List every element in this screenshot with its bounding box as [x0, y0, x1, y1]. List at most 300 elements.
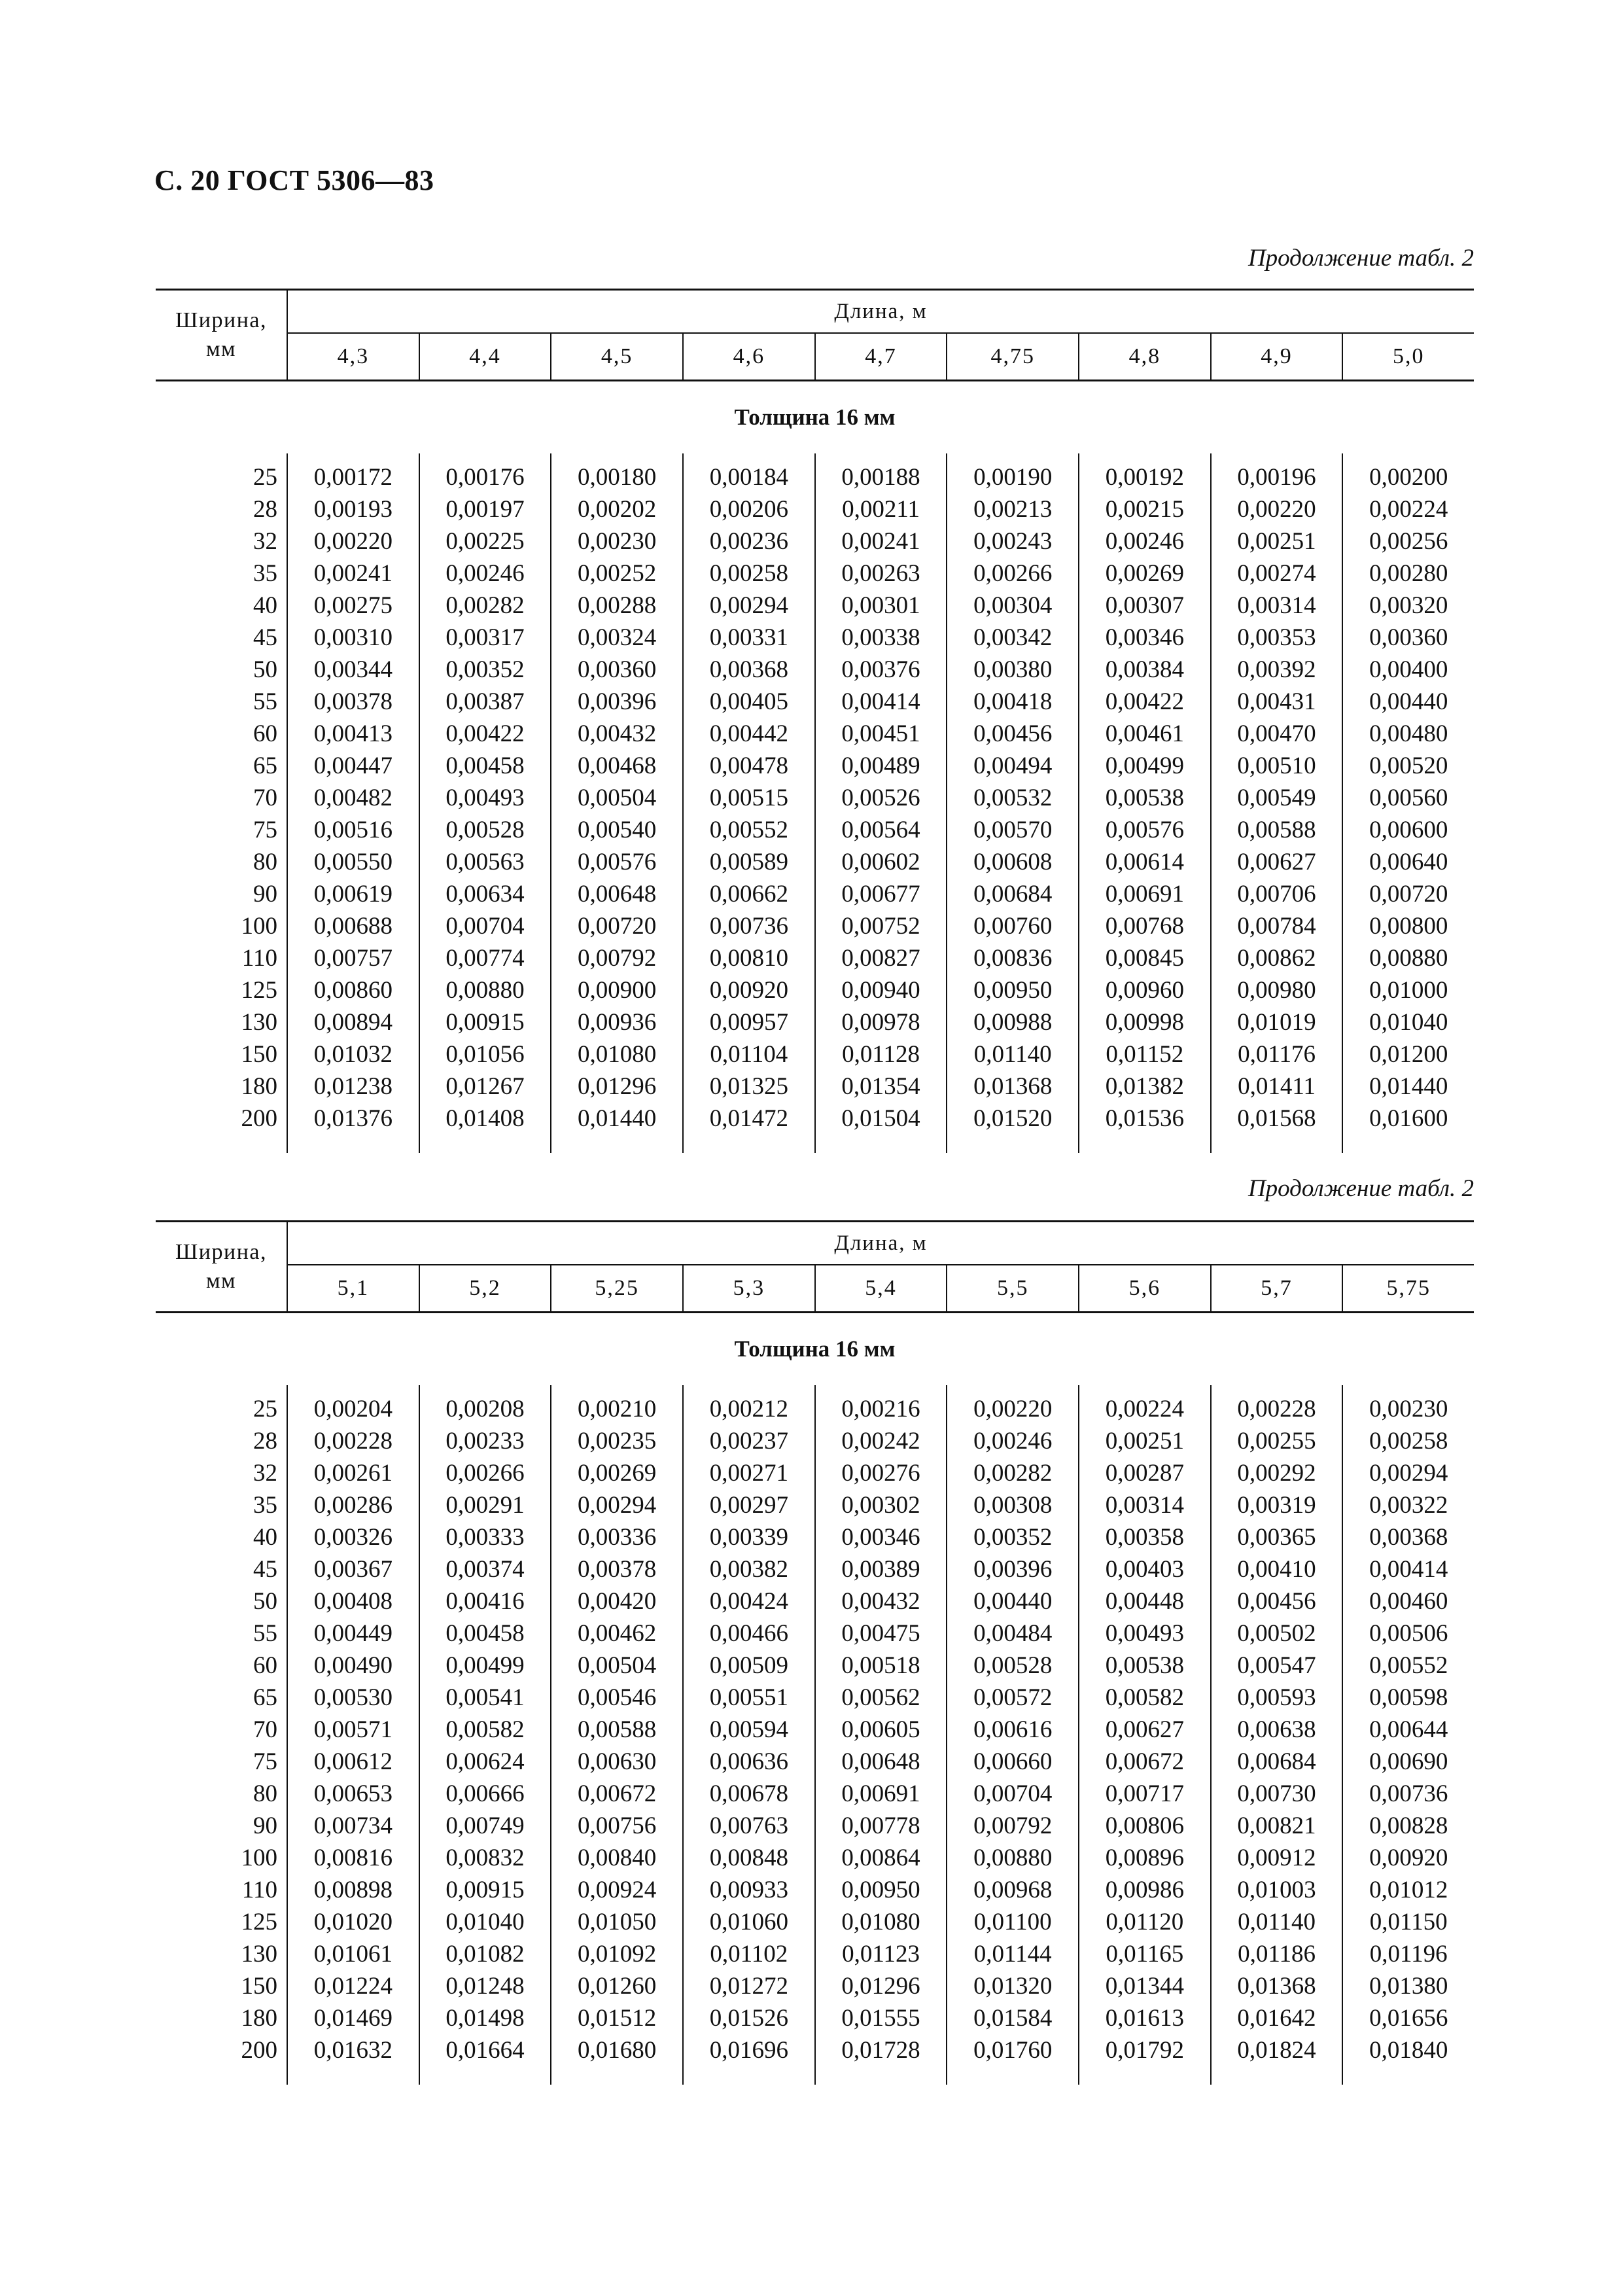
volume-cell: 0,00358	[1105, 1524, 1184, 1551]
volume-column	[550, 453, 682, 1153]
volume-cell: 0,01165	[1106, 1941, 1184, 1968]
volume-cell: 0,00241	[313, 560, 393, 587]
spacer	[288, 1135, 419, 1153]
volume-cell: 0,01260	[578, 1973, 657, 2000]
volume-cell: 0,00466	[709, 1620, 788, 1647]
volume-cell: 0,01140	[973, 1041, 1052, 1068]
width-header-line: мм	[205, 337, 237, 361]
volume-cell: 0,01040	[1369, 1009, 1448, 1036]
volume-cell: 0,01411	[1238, 1073, 1316, 1100]
volume-cell: 0,00282	[445, 592, 525, 619]
volume-cell: 0,00688	[313, 913, 393, 940]
volume-cell: 0,00957	[709, 1009, 788, 1036]
volume-cell: 0,00448	[1105, 1588, 1184, 1615]
volume-cell: 0,00440	[973, 1588, 1053, 1615]
volume-cell: 0,00588	[1237, 817, 1316, 843]
volume-cell: 0,00540	[578, 817, 657, 843]
volume-cell: 0,00672	[578, 1780, 657, 1807]
width-cell: 130	[241, 1941, 277, 1968]
volume-cell: 0,01472	[709, 1105, 788, 1132]
volume-cell: 0,00308	[973, 1492, 1053, 1519]
volume-cell: 0,00302	[841, 1492, 920, 1519]
volume-cell: 0,00560	[1369, 785, 1448, 811]
width-cell: 35	[253, 560, 277, 587]
spacer	[816, 453, 947, 461]
volume-cell: 0,00549	[1237, 785, 1316, 811]
volume-cell: 0,00541	[445, 1684, 525, 1711]
volume-cell: 0,00634	[445, 881, 525, 908]
volume-cell: 0,00339	[709, 1524, 788, 1551]
volume-column	[946, 1385, 1078, 2085]
volume-cell: 0,00862	[1237, 945, 1316, 972]
volume-cell: 0,00848	[709, 1845, 788, 1871]
volume-cell: 0,00456	[1237, 1588, 1316, 1615]
volume-cell: 0,00292	[1237, 1460, 1316, 1487]
width-cell: 50	[253, 656, 277, 683]
volume-cell: 0,00468	[578, 752, 657, 779]
volume-cell: 0,00211	[842, 496, 920, 523]
volume-cell: 0,01080	[841, 1909, 920, 1935]
volume-cell: 0,00547	[1237, 1652, 1316, 1679]
volume-cell: 0,01368	[1237, 1973, 1316, 2000]
volume-cell: 0,00286	[313, 1492, 393, 1519]
table-header	[156, 289, 1474, 381]
volume-cell: 0,00736	[1369, 1780, 1448, 1807]
volume-cell: 0,01123	[842, 1941, 920, 1968]
volume-cell: 0,00241	[841, 528, 920, 555]
length-column-header: 5,6	[1078, 1265, 1210, 1311]
spacer	[1343, 1135, 1474, 1153]
continuation-label: Продолжение табл. 2	[1248, 245, 1474, 272]
volume-cell: 0,00280	[1369, 560, 1448, 587]
volume-cell: 0,00197	[445, 496, 525, 523]
volume-cell: 0,00936	[578, 1009, 657, 1036]
volume-cell: 0,00720	[1369, 881, 1448, 908]
volume-cell: 0,00792	[578, 945, 657, 972]
width-cell: 60	[253, 720, 277, 747]
volume-cell: 0,01664	[445, 2037, 525, 2064]
volume-cell: 0,00810	[709, 945, 788, 972]
length-column-header: 5,1	[337, 1276, 370, 1300]
spacer	[816, 1385, 947, 1393]
thickness-section-title: Толщина 16 мм	[734, 404, 896, 430]
volume-cell: 0,00778	[841, 1812, 920, 1839]
volume-cell: 0,00461	[1105, 720, 1184, 747]
volume-cell: 0,00331	[709, 624, 788, 651]
volume-cell: 0,00784	[1237, 913, 1316, 940]
volume-cell: 0,01368	[973, 1073, 1053, 1100]
length-column-header: 5,5	[946, 1265, 1078, 1311]
volume-cell: 0,00494	[973, 752, 1053, 779]
volume-cell: 0,00482	[313, 785, 393, 811]
volume-cell: 0,00920	[1369, 1845, 1448, 1871]
length-columns	[288, 1265, 1474, 1311]
volume-cell: 0,00353	[1237, 624, 1316, 651]
volume-cell: 0,01082	[445, 1941, 525, 1968]
volume-cell: 0,00627	[1105, 1716, 1184, 1743]
volume-column	[1342, 1385, 1474, 2085]
spacer	[816, 1135, 947, 1153]
spacer	[156, 1135, 277, 1153]
volume-cell: 0,00530	[313, 1684, 393, 1711]
length-column-header: 4,8	[1078, 334, 1210, 380]
volume-cell: 0,01032	[313, 1041, 393, 1068]
width-cell: 60	[253, 1652, 277, 1679]
width-cell: 100	[241, 1845, 277, 1871]
width-cell: 32	[253, 528, 277, 555]
spacer	[1343, 2066, 1474, 2085]
volume-cell: 0,00365	[1237, 1524, 1316, 1551]
table-header	[156, 1220, 1474, 1313]
volume-cell: 0,00317	[445, 624, 525, 651]
volume-cell: 0,00691	[1105, 881, 1184, 908]
width-header-line: Ширина,	[175, 1240, 267, 1264]
volume-cell: 0,00806	[1105, 1812, 1184, 1839]
volume-cell: 0,00968	[973, 1877, 1053, 1903]
volume-cell: 0,00294	[1369, 1460, 1448, 1487]
volume-cell: 0,01536	[1105, 1105, 1184, 1132]
volume-cell: 0,00258	[1369, 1428, 1448, 1455]
volume-cell: 0,00213	[973, 496, 1053, 523]
volume-cell: 0,00509	[709, 1652, 788, 1679]
volume-cell: 0,01584	[973, 2005, 1053, 2032]
volume-cell: 0,01760	[973, 2037, 1053, 2064]
length-column-header: 4,6	[682, 334, 814, 380]
width-cell: 28	[253, 496, 277, 523]
volume-cell: 0,00432	[841, 1588, 920, 1615]
volume-cell: 0,00274	[1237, 560, 1316, 587]
volume-cell: 0,00266	[445, 1460, 525, 1487]
volume-cell: 0,01325	[709, 1073, 788, 1100]
volume-cell: 0,00499	[445, 1652, 525, 1679]
volume-cell: 0,00271	[709, 1460, 788, 1487]
volume-cell: 0,00246	[973, 1428, 1053, 1455]
volume-cell: 0,00960	[1105, 977, 1184, 1004]
volume-cell: 0,00552	[1369, 1652, 1448, 1679]
volume-cell: 0,00228	[313, 1428, 393, 1455]
volume-cell: 0,00252	[578, 560, 657, 587]
volume-cell: 0,01176	[1238, 1041, 1316, 1068]
volume-cell: 0,00242	[841, 1428, 920, 1455]
width-cell: 25	[253, 1396, 277, 1422]
volume-cell: 0,01469	[313, 2005, 393, 2032]
volume-cell: 0,00246	[1105, 528, 1184, 555]
volume-cell: 0,00304	[973, 592, 1053, 619]
volume-cell: 0,00336	[578, 1524, 657, 1551]
volume-cell: 0,01150	[1369, 1909, 1448, 1935]
volume-cell: 0,00243	[973, 528, 1053, 555]
volume-cell: 0,00458	[445, 1620, 525, 1647]
volume-cell: 0,01504	[841, 1105, 920, 1132]
volume-cell: 0,00774	[445, 945, 525, 972]
volume-cell: 0,00571	[313, 1716, 393, 1743]
volume-cell: 0,00266	[973, 560, 1053, 587]
volume-cell: 0,01320	[973, 1973, 1053, 2000]
volume-cell: 0,00346	[841, 1524, 920, 1551]
volume-cell: 0,00502	[1237, 1620, 1316, 1647]
volume-cell: 0,01080	[578, 1041, 657, 1068]
length-column-header: 5,0	[1342, 334, 1474, 380]
width-column	[156, 453, 287, 1153]
volume-cell: 0,00608	[973, 849, 1053, 875]
volume-cell: 0,01224	[313, 1973, 393, 2000]
volume-cell: 0,00598	[1369, 1684, 1448, 1711]
volume-cell: 0,01104	[710, 1041, 788, 1068]
width-cell: 80	[253, 849, 277, 875]
volume-cell: 0,00515	[709, 785, 788, 811]
volume-cell: 0,01680	[578, 2037, 657, 2064]
volume-cell: 0,01248	[445, 1973, 525, 2000]
volume-column	[946, 453, 1078, 1153]
volume-cell: 0,00184	[709, 464, 788, 491]
volume-cell: 0,00950	[841, 1877, 920, 1903]
volume-cell: 0,00225	[445, 528, 525, 555]
spacer	[1079, 2066, 1210, 2085]
volume-cell: 0,00233	[445, 1428, 525, 1455]
volume-cell: 0,00256	[1369, 528, 1448, 555]
volume-cell: 0,00915	[445, 1877, 525, 1903]
continuation-label: Продолжение табл. 2	[1248, 1175, 1474, 1202]
width-cell: 100	[241, 913, 277, 940]
volume-cell: 0,00717	[1105, 1780, 1184, 1807]
volume-cell: 0,00220	[973, 1396, 1053, 1422]
volume-cell: 0,00898	[313, 1877, 393, 1903]
volume-column	[1078, 1385, 1210, 2085]
volume-cell: 0,00563	[445, 849, 525, 875]
width-cell: 45	[253, 1556, 277, 1583]
volume-cell: 0,00570	[973, 817, 1053, 843]
volume-cell: 0,00326	[313, 1524, 393, 1551]
volume-cell: 0,00320	[1369, 592, 1448, 619]
volume-cell: 0,00294	[709, 592, 788, 619]
volume-cell: 0,00422	[1105, 688, 1184, 715]
volume-cell: 0,01196	[1369, 1941, 1448, 1968]
spacer	[420, 453, 551, 461]
volume-cell: 0,00800	[1369, 913, 1448, 940]
volume-cell: 0,00314	[1237, 592, 1316, 619]
volume-cell: 0,00368	[709, 656, 788, 683]
volume-cell: 0,00276	[841, 1460, 920, 1487]
volume-cell: 0,00582	[445, 1716, 525, 1743]
volume-cell: 0,00684	[1237, 1748, 1316, 1775]
volume-cell: 0,01040	[445, 1909, 525, 1935]
volume-cell: 0,00550	[313, 849, 393, 875]
volume-cell: 0,00836	[973, 945, 1053, 972]
volume-cell: 0,01100	[973, 1909, 1052, 1935]
volume-cell: 0,00324	[578, 624, 657, 651]
volume-cell: 0,00552	[709, 817, 788, 843]
volume-cell: 0,00449	[313, 1620, 393, 1647]
volume-cell: 0,01200	[1369, 1041, 1448, 1068]
volume-cell: 0,00263	[841, 560, 920, 587]
volume-cell: 0,01050	[578, 1909, 657, 1935]
volume-cell: 0,00447	[313, 752, 393, 779]
width-header-line: мм	[205, 1269, 237, 1293]
volume-cell: 0,00192	[1105, 464, 1184, 491]
spacer	[420, 1385, 551, 1393]
volume-cell: 0,00619	[313, 881, 393, 908]
volume-cell: 0,00378	[313, 688, 393, 715]
volume-cell: 0,00653	[313, 1780, 393, 1807]
width-cell: 28	[253, 1428, 277, 1455]
width-cell: 150	[241, 1973, 277, 2000]
volume-cell: 0,00760	[973, 913, 1053, 940]
spacer	[551, 453, 682, 461]
volume-cell: 0,00986	[1105, 1877, 1184, 1903]
volume-cell: 0,00408	[313, 1588, 393, 1615]
volume-cell: 0,00493	[445, 785, 525, 811]
volume-cell: 0,00600	[1369, 817, 1448, 843]
volume-cell: 0,00374	[445, 1556, 525, 1583]
volume-cell: 0,00630	[578, 1748, 657, 1775]
width-cell: 25	[253, 464, 277, 491]
volume-cell: 0,00215	[1105, 496, 1184, 523]
spacer	[1212, 2066, 1342, 2085]
volume-cell: 0,00392	[1237, 656, 1316, 683]
volume-cell: 0,00860	[313, 977, 393, 1004]
table-body	[156, 1385, 1474, 2085]
volume-column	[1078, 453, 1210, 1153]
volume-cell: 0,00352	[445, 656, 525, 683]
volume-cell: 0,01613	[1105, 2005, 1184, 2032]
volume-cell: 0,01019	[1237, 1009, 1316, 1036]
volume-cell: 0,00378	[578, 1556, 657, 1583]
volume-cell: 0,00493	[1105, 1620, 1184, 1647]
spacer	[816, 2066, 947, 2085]
volume-column	[550, 1385, 682, 2085]
volume-cell: 0,00376	[841, 656, 920, 683]
volume-cell: 0,00230	[578, 528, 657, 555]
volume-cell: 0,01728	[841, 2037, 920, 2064]
volume-cell: 0,01060	[709, 1909, 788, 1935]
width-cell: 55	[253, 688, 277, 715]
volume-cell: 0,00704	[445, 913, 525, 940]
volume-cell: 0,00352	[973, 1524, 1053, 1551]
volume-cell: 0,00230	[1369, 1396, 1448, 1422]
width-cell: 40	[253, 592, 277, 619]
volume-cell: 0,00827	[841, 945, 920, 972]
volume-cell: 0,00582	[1105, 1684, 1184, 1711]
volume-cell: 0,00933	[709, 1877, 788, 1903]
volume-cell: 0,00678	[709, 1780, 788, 1807]
volume-cell: 0,00864	[841, 1845, 920, 1871]
volume-cell: 0,00734	[313, 1812, 393, 1839]
volume-column	[682, 1385, 814, 2085]
volume-cell: 0,00420	[578, 1588, 657, 1615]
volume-cell: 0,01555	[841, 2005, 920, 2032]
width-cell: 110	[241, 1877, 277, 1903]
volume-cell: 0,01792	[1105, 2037, 1184, 2064]
volume-cell: 0,00526	[841, 785, 920, 811]
width-cell: 45	[253, 624, 277, 651]
thickness-section-title: Толщина 16 мм	[734, 1336, 896, 1362]
volume-cell: 0,00950	[973, 977, 1053, 1004]
spacer	[551, 1135, 682, 1153]
volume-cell: 0,00912	[1237, 1845, 1316, 1871]
volume-cell: 0,00662	[709, 881, 788, 908]
volume-cell: 0,00224	[1105, 1396, 1184, 1422]
volume-cell: 0,00980	[1237, 977, 1316, 1004]
weight-table	[156, 1220, 1474, 2085]
spacer	[1343, 1385, 1474, 1393]
volume-cell: 0,00484	[973, 1620, 1053, 1647]
volume-cell: 0,00840	[578, 1845, 657, 1871]
volume-cell: 0,00845	[1105, 945, 1184, 972]
volume-cell: 0,00490	[313, 1652, 393, 1679]
volume-cell: 0,00998	[1105, 1009, 1184, 1036]
volume-cell: 0,01102	[710, 1941, 788, 1968]
spacer	[947, 2066, 1078, 2085]
width-cell: 90	[253, 881, 277, 908]
width-cell: 200	[241, 1105, 277, 1132]
width-cell: 180	[241, 2005, 277, 2032]
volume-cell: 0,00720	[578, 913, 657, 940]
volume-cell: 0,00206	[709, 496, 788, 523]
volume-cell: 0,00261	[313, 1460, 393, 1487]
length-column-header: 4,75	[946, 334, 1078, 380]
width-column	[156, 1385, 287, 2085]
length-column-header: 5,3	[682, 1265, 814, 1311]
width-cell: 200	[241, 2037, 277, 2064]
volume-cell: 0,01296	[841, 1973, 920, 2000]
width-cell: 80	[253, 1780, 277, 1807]
length-column-header: 4,3	[337, 344, 370, 368]
volume-cell: 0,00616	[973, 1716, 1053, 1743]
volume-cell: 0,00410	[1237, 1556, 1316, 1583]
volume-cell: 0,00900	[578, 977, 657, 1004]
spacer	[947, 453, 1078, 461]
volume-cell: 0,00894	[313, 1009, 393, 1036]
volume-cell: 0,00528	[445, 817, 525, 843]
volume-cell: 0,00237	[709, 1428, 788, 1455]
volume-cell: 0,00200	[1369, 464, 1448, 491]
spacer	[551, 2066, 682, 2085]
volume-cell: 0,01440	[578, 1105, 657, 1132]
volume-cell: 0,00297	[709, 1492, 788, 1519]
volume-cell: 0,00896	[1105, 1845, 1184, 1871]
volume-cell: 0,00614	[1105, 849, 1184, 875]
length-header: Длина, м	[288, 291, 1474, 334]
volume-cell: 0,00210	[578, 1396, 657, 1422]
volume-cell: 0,00246	[445, 560, 525, 587]
volume-cell: 0,00440	[1369, 688, 1448, 715]
volume-cell: 0,00202	[578, 496, 657, 523]
volume-cell: 0,00382	[709, 1556, 788, 1583]
volume-cell: 0,00176	[445, 464, 525, 491]
volume-cell: 0,00636	[709, 1748, 788, 1775]
volume-cell: 0,01376	[313, 1105, 393, 1132]
volume-cell: 0,01408	[445, 1105, 525, 1132]
volume-column	[287, 1385, 419, 2085]
spacer	[684, 453, 814, 461]
volume-cell: 0,00288	[578, 592, 657, 619]
volume-cell: 0,00624	[445, 1748, 525, 1775]
volume-cell: 0,01012	[1369, 1877, 1448, 1903]
volume-cell: 0,00638	[1237, 1716, 1316, 1743]
volume-cell: 0,00915	[445, 1009, 525, 1036]
volume-cell: 0,00172	[313, 464, 393, 491]
volume-cell: 0,00832	[445, 1845, 525, 1871]
volume-cell: 0,00528	[973, 1652, 1053, 1679]
width-cell: 90	[253, 1812, 277, 1839]
volume-cell: 0,01056	[445, 1041, 525, 1068]
volume-cell: 0,00216	[841, 1396, 920, 1422]
volume-cell: 0,00180	[578, 464, 657, 491]
volume-cell: 0,01092	[578, 1941, 657, 1968]
volume-cell: 0,00414	[1369, 1556, 1448, 1583]
volume-cell: 0,00360	[1369, 624, 1448, 651]
volume-cell: 0,00307	[1105, 592, 1184, 619]
